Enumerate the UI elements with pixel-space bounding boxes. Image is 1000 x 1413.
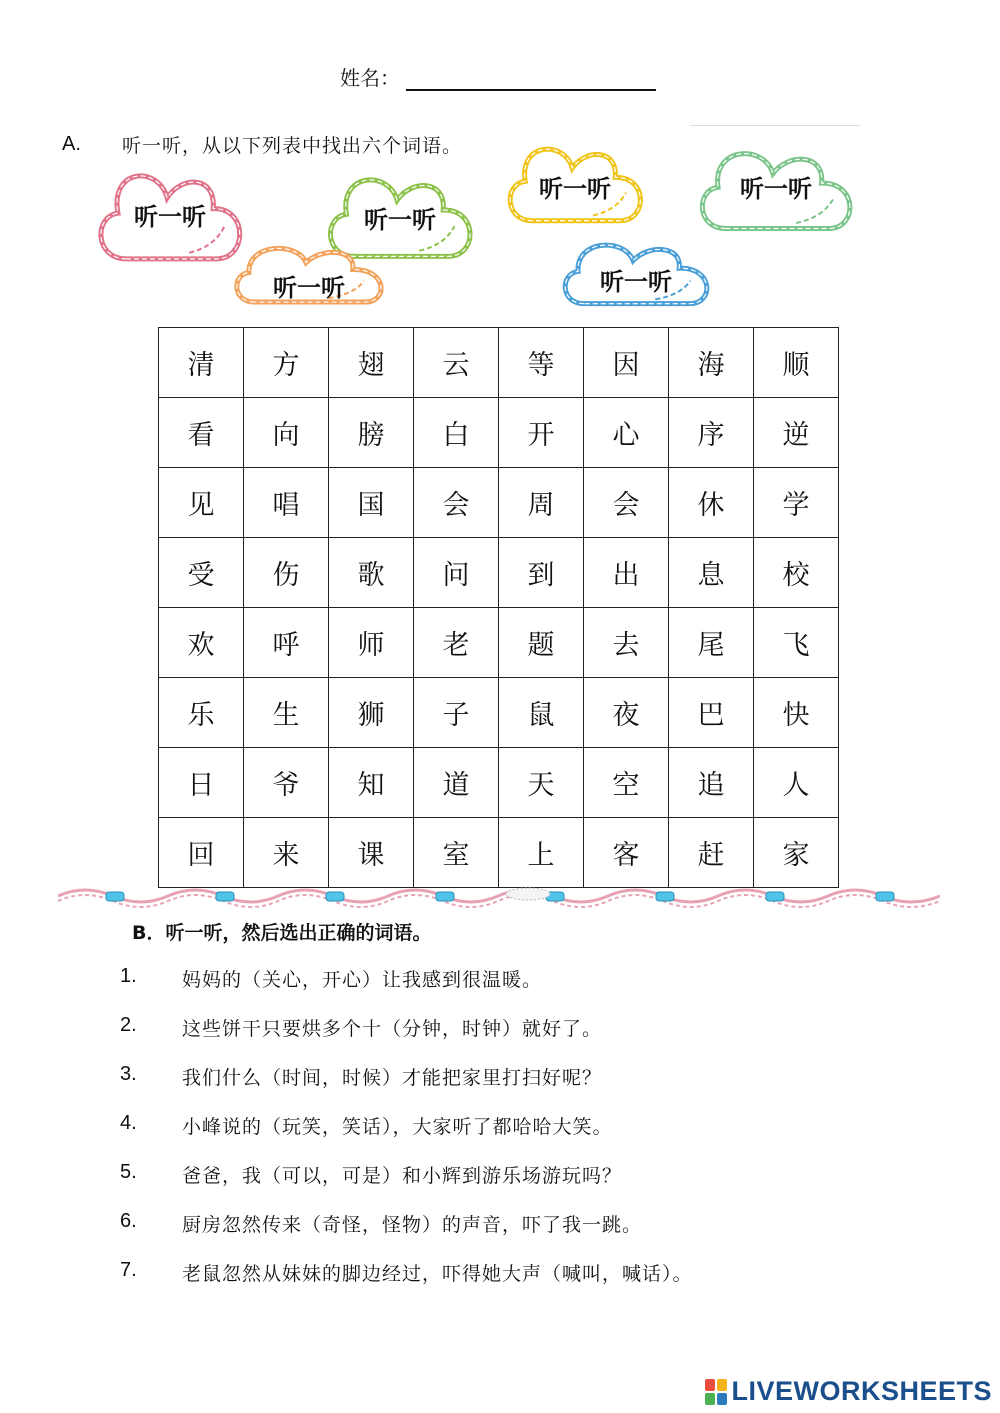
grid-cell[interactable]: 序 — [669, 398, 754, 468]
grid-cell[interactable]: 知 — [329, 748, 414, 818]
grid-cell[interactable]: 家 — [754, 818, 839, 888]
grid-cell[interactable]: 人 — [754, 748, 839, 818]
grid-cell[interactable]: 追 — [669, 748, 754, 818]
section-a-label: A. — [62, 133, 81, 155]
grid-cell[interactable]: 伤 — [244, 538, 329, 608]
grid-cell[interactable]: 云 — [414, 328, 499, 398]
question-2 — [120, 1014, 602, 1041]
question-number: 4. — [120, 1112, 137, 1134]
grid-row — [159, 468, 839, 538]
grid-cell[interactable]: 尾 — [669, 608, 754, 678]
question-text[interactable]: 我们什么（时间，时候）才能把家里打扫好呢？ — [182, 1067, 603, 1089]
question-7 — [120, 1259, 693, 1286]
question-text[interactable]: 小峰说的（玩笑，笑话），大家听了都哈哈大笑。 — [182, 1116, 613, 1138]
question-1 — [120, 965, 542, 992]
section-a-instruction: 听一听，从以下列表中找出六个词语。 — [122, 135, 463, 157]
name-row — [340, 62, 656, 91]
logo-mark-icon — [705, 1379, 727, 1405]
grid-cell[interactable]: 唱 — [244, 468, 329, 538]
grid-cell[interactable]: 赶 — [669, 818, 754, 888]
grid-cell[interactable]: 课 — [329, 818, 414, 888]
grid-cell[interactable]: 到 — [499, 538, 584, 608]
section-b-heading: B．听一听，然后选出正确的词语。 — [132, 922, 432, 944]
grid-cell[interactable]: 天 — [499, 748, 584, 818]
grid-cell[interactable]: 逆 — [754, 398, 839, 468]
audio-cloud-label: 听一听 — [273, 274, 345, 302]
audio-cloud-label: 听一听 — [740, 175, 812, 203]
grid-cell[interactable]: 欢 — [159, 608, 244, 678]
grid-cell[interactable]: 来 — [244, 818, 329, 888]
liveworksheets-logo — [705, 1376, 992, 1407]
question-number: 1. — [120, 965, 137, 987]
grid-cell[interactable]: 国 — [329, 468, 414, 538]
grid-cell[interactable]: 会 — [584, 468, 669, 538]
grid-cell[interactable]: 白 — [414, 398, 499, 468]
grid-cell[interactable]: 呼 — [244, 608, 329, 678]
grid-cell[interactable]: 周 — [499, 468, 584, 538]
decorative-divider — [58, 882, 940, 914]
audio-cloud-label: 听一听 — [539, 175, 611, 203]
grid-cell[interactable]: 学 — [754, 468, 839, 538]
question-number: 6. — [120, 1210, 137, 1232]
grid-cell[interactable]: 心 — [584, 398, 669, 468]
question-number: 5. — [120, 1161, 137, 1183]
grid-cell[interactable]: 室 — [414, 818, 499, 888]
audio-cloud-5[interactable] — [228, 240, 390, 306]
grid-cell[interactable]: 顺 — [754, 328, 839, 398]
grid-cell[interactable]: 鼠 — [499, 678, 584, 748]
grid-cell[interactable]: 空 — [584, 748, 669, 818]
audio-cloud-label: 听一听 — [364, 206, 436, 234]
grid-cell[interactable]: 乐 — [159, 678, 244, 748]
question-text[interactable]: 爸爸，我（可以，可是）和小辉到游乐场游玩吗？ — [182, 1165, 623, 1187]
grid-row — [159, 538, 839, 608]
grid-cell[interactable]: 狮 — [329, 678, 414, 748]
grid-cell[interactable]: 客 — [584, 818, 669, 888]
grid-row — [159, 608, 839, 678]
grid-cell[interactable]: 道 — [414, 748, 499, 818]
audio-cloud-label: 听一听 — [600, 268, 672, 296]
question-number: 2. — [120, 1014, 137, 1036]
grid-cell[interactable]: 快 — [754, 678, 839, 748]
grid-cell[interactable]: 向 — [244, 398, 329, 468]
grid-cell[interactable]: 息 — [669, 538, 754, 608]
question-text[interactable]: 这些饼干只要烘多个十（分钟，时钟）就好了。 — [182, 1018, 603, 1040]
question-3 — [120, 1063, 602, 1090]
audio-cloud-6[interactable] — [556, 236, 716, 308]
name-label: 姓名： — [340, 66, 400, 90]
grid-cell[interactable]: 海 — [669, 328, 754, 398]
grid-cell[interactable]: 问 — [414, 538, 499, 608]
grid-row — [159, 678, 839, 748]
grid-cell[interactable]: 子 — [414, 678, 499, 748]
grid-cell[interactable]: 回 — [159, 818, 244, 888]
question-text[interactable]: 妈妈的（关心，开心）让我感到很温暖。 — [182, 969, 543, 991]
grid-cell[interactable]: 开 — [499, 398, 584, 468]
grid-cell[interactable]: 师 — [329, 608, 414, 678]
grid-cell[interactable]: 题 — [499, 608, 584, 678]
grid-cell[interactable]: 生 — [244, 678, 329, 748]
faint-rule — [690, 125, 860, 126]
grid-cell[interactable]: 去 — [584, 608, 669, 678]
grid-cell[interactable]: 看 — [159, 398, 244, 468]
grid-cell[interactable]: 飞 — [754, 608, 839, 678]
question-text[interactable]: 老鼠忽然从妹妹的脚边经过，吓得她大声（喊叫，喊话）。 — [182, 1263, 693, 1285]
logo-text: LIVEWORKSHEETS — [731, 1376, 992, 1406]
grid-cell[interactable]: 歌 — [329, 538, 414, 608]
question-4 — [120, 1112, 613, 1139]
word-search-grid — [158, 327, 839, 888]
grid-cell[interactable]: 等 — [499, 328, 584, 398]
grid-cell[interactable]: 见 — [159, 468, 244, 538]
grid-cell[interactable]: 老 — [414, 608, 499, 678]
question-number: 3. — [120, 1063, 137, 1085]
question-5 — [120, 1161, 622, 1188]
grid-cell[interactable]: 巴 — [669, 678, 754, 748]
audio-cloud-label: 听一听 — [134, 203, 206, 231]
grid-cell[interactable]: 休 — [669, 468, 754, 538]
audio-cloud-4[interactable] — [692, 142, 860, 234]
question-text[interactable]: 厨房忽然传来（奇怪，怪物）的声音，吓了我一跳。 — [182, 1214, 643, 1236]
grid-row — [159, 748, 839, 818]
grid-cell[interactable]: 上 — [499, 818, 584, 888]
grid-cell[interactable]: 受 — [159, 538, 244, 608]
grid-cell[interactable]: 清 — [159, 328, 244, 398]
grid-cell[interactable]: 翅 — [329, 328, 414, 398]
audio-cloud-1[interactable] — [90, 163, 250, 265]
grid-cell[interactable]: 日 — [159, 748, 244, 818]
grid-cell[interactable]: 会 — [414, 468, 499, 538]
question-6 — [120, 1210, 642, 1237]
grid-cell[interactable]: 夜 — [584, 678, 669, 748]
question-number: 7. — [120, 1259, 137, 1281]
grid-cell[interactable]: 方 — [244, 328, 329, 398]
grid-cell[interactable]: 出 — [584, 538, 669, 608]
grid-cell[interactable]: 因 — [584, 328, 669, 398]
grid-row — [159, 328, 839, 398]
name-input-line[interactable] — [406, 65, 656, 91]
grid-cell[interactable]: 校 — [754, 538, 839, 608]
grid-cell[interactable]: 膀 — [329, 398, 414, 468]
grid-row — [159, 398, 839, 468]
grid-cell[interactable]: 爷 — [244, 748, 329, 818]
audio-cloud-3[interactable] — [500, 138, 650, 226]
grid-row — [159, 818, 839, 888]
